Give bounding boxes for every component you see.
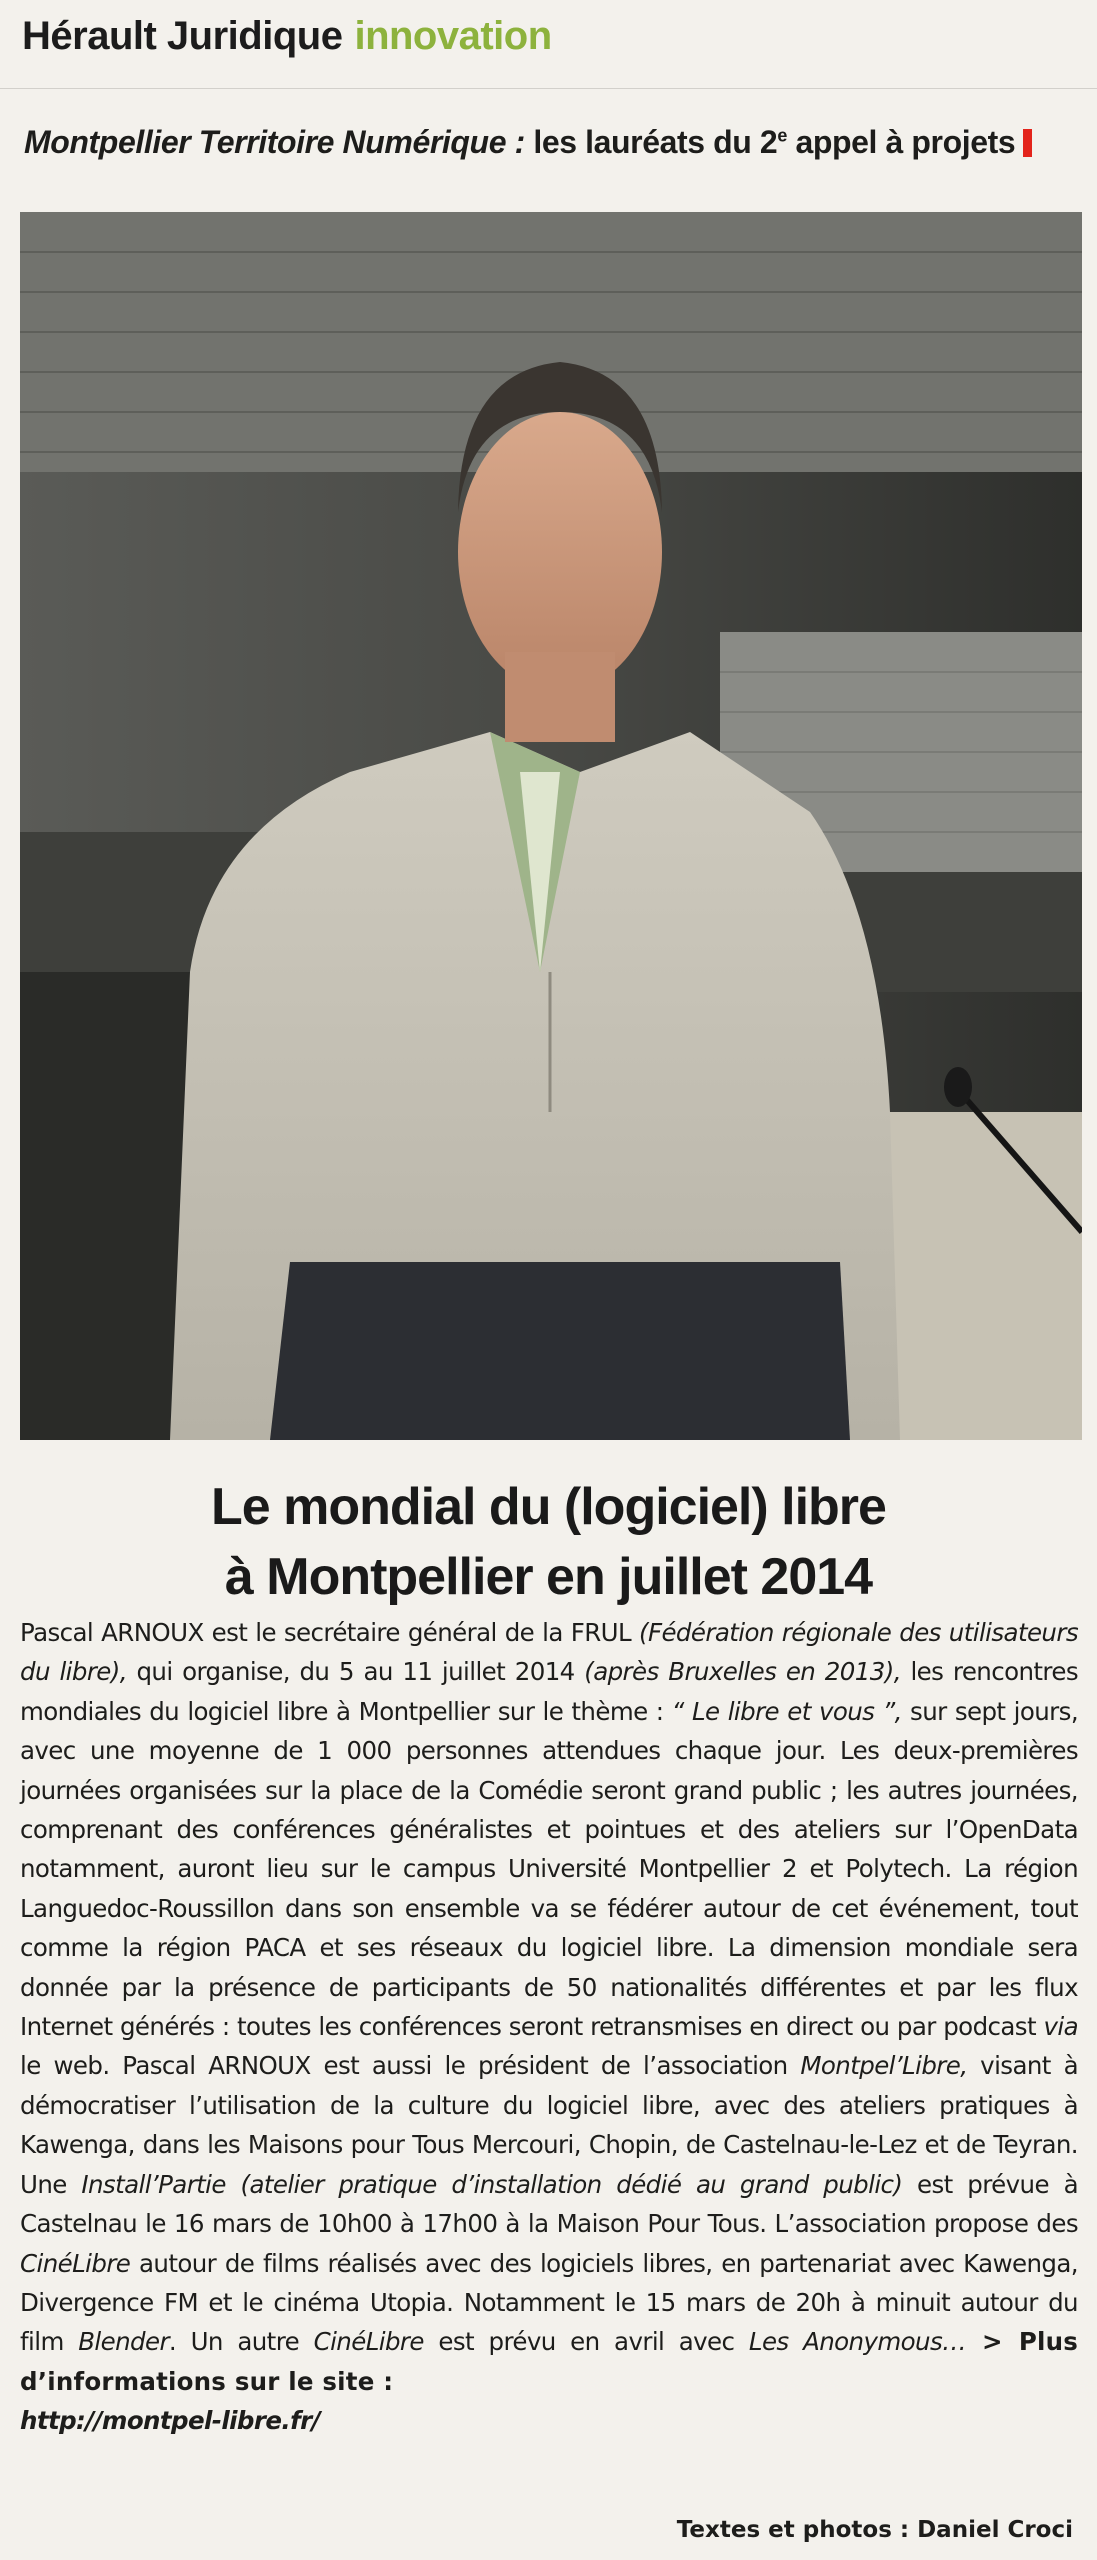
body-text: est prévu en avril avec: [423, 2327, 749, 2357]
body-text: . Un autre: [168, 2327, 314, 2357]
article-headline: [0, 1472, 1097, 1612]
body-italic: “ Le libre et vous ”,: [671, 1696, 902, 1726]
section-header: [22, 6, 552, 66]
article-body: [20, 1613, 1078, 2441]
kicker-text-end: appel à projets: [786, 124, 1016, 160]
body-text: le web. Pascal ARNOUX est aussi le président de l’association: [20, 2051, 801, 2081]
section-tag: innovation: [354, 13, 552, 58]
header-divider: [0, 88, 1097, 89]
body-italic: Install’Partie (atelier pratique d’installation dédié au grand public): [81, 2169, 903, 2199]
body-text: est prévue à Castelnau le 16 mars de 10h00 à 17h00 à la Maison Pour Tous. L’association propose des: [20, 2169, 1078, 2239]
kicker-superscript: e: [777, 125, 787, 146]
body-italic: CinéLibre: [20, 2248, 131, 2278]
body-text: Pascal ARNOUX est le secrétaire général de la FRUL: [20, 1618, 639, 1647]
body-text: autour de films réalisés avec des logiciels libres, en partenariat avec Kawenga, Divergence FM et le cinéma Utopia. Notamment le 15 mars de 20h à minuit autour du film: [20, 2248, 1078, 2357]
body-italic: (après Bruxelles en 2013),: [584, 1657, 901, 1687]
body-text: qui organise, du 5 au 11 juillet 2014: [126, 1657, 585, 1687]
body-italic: Blender: [78, 2327, 169, 2357]
article-kicker: [24, 124, 1086, 161]
body-text: visant à démocratiser l’utilisation de la culture du logiciel libre, avec des ateliers pratiques à Kawenga, dans les Maisons pour Tous Mercouri, Chopin, de Castelnau-le-Lez et de Teyran. Une: [20, 2051, 1078, 2199]
website-link[interactable]: http://montpel-libre.fr/: [20, 2406, 320, 2436]
body-italic: Montpel’Libre,: [800, 2051, 968, 2081]
section-title: Hérault Juridique: [22, 13, 343, 58]
portrait-illustration: [20, 212, 1082, 1440]
body-text: sur sept jours, avec une moyenne de 1 000 personnes attendues chaque jour. Les deux-premières journées organisées sur la place de la Comédie seront grand public ; les autres journées, comprenant des conférences généralistes et pointues et des ateliers sur l’OpenData notamment, auront lieu sur le campus Université Montpellier 2 et Polytech. La région Languedoc-Roussillon dans son ensemble va se fédérer autour de cet événement, tout comme la région PACA et ses réseaux du logiciel libre. La dimension mondiale sera donnée par la présence de participants de 50 nationalités différentes et par les flux Internet générés : toutes les conférences seront retransmises en direct ou par podcast: [20, 1696, 1079, 2042]
body-text: les rencontres mondiales du logiciel libre à Montpellier sur le thème :: [20, 1657, 1078, 1726]
kicker-accent-bar: [1023, 129, 1032, 157]
kicker-program-name: Montpellier Territoire Numérique :: [24, 124, 525, 160]
kicker-text: les lauréats du 2: [524, 124, 778, 160]
photo-credit: Textes et photos : Daniel Croci: [676, 2517, 1073, 2543]
body-italic: CinéLibre: [313, 2327, 424, 2357]
more-info-label: > Plus d’informations sur le site :: [20, 2327, 1078, 2396]
body-italic: (Fédération régionale des utilisateurs du libre),: [20, 1618, 1078, 1687]
article-photo: [20, 212, 1082, 1440]
body-italic: Les Anonymous…: [748, 2327, 967, 2357]
headline-line-2: à Montpellier en juillet 2014: [224, 1548, 873, 1606]
body-italic: via: [1043, 2012, 1078, 2042]
headline-line-1: Le mondial du (logiciel) libre: [211, 1478, 886, 1536]
